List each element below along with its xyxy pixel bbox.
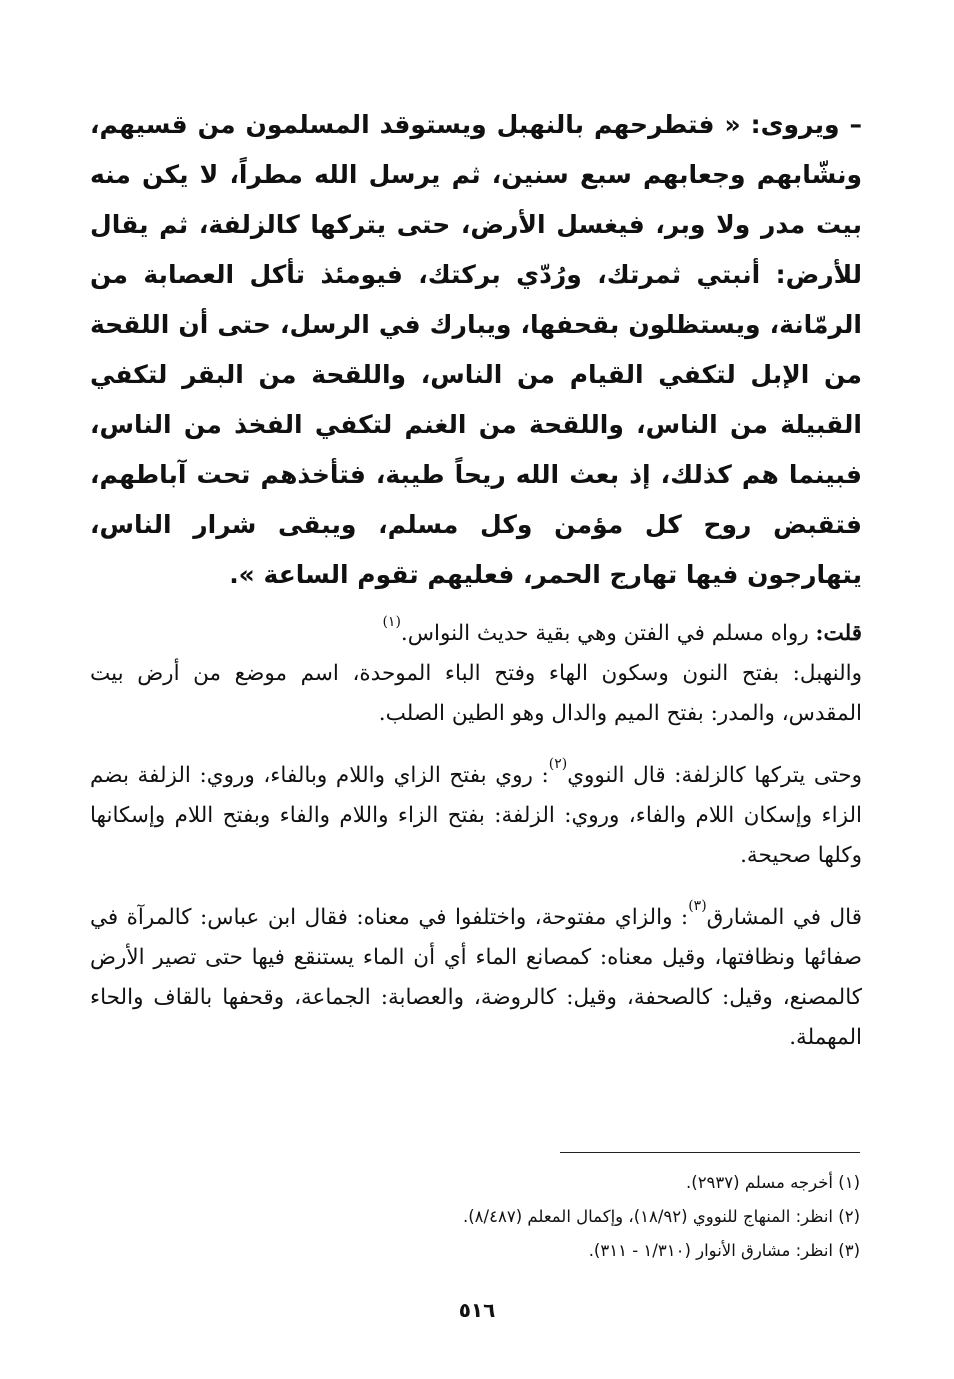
page-number: ٥١٦ — [458, 1298, 496, 1322]
nahbal-paragraph: والنهبل: بفتح النون وسكون الهاء وفتح الباء الموحدة، اسم موضع من أرض بيت المقدس، والمدر: بفتح الميم والدال وهو الطين الصلب. — [90, 661, 862, 726]
mashariq-text-start: قال في المشارق — [706, 905, 862, 930]
zulfa-paragraph — [90, 756, 862, 876]
footnote-3: (٣) انظر: مشارق الأنوار (١/٣١٠ - ٣١١). — [588, 1241, 860, 1260]
mashariq-paragraph — [90, 898, 862, 1058]
zulfa-text-start: وحتى يتركها كالزلفة: قال النووي — [567, 763, 862, 788]
footnotes — [100, 1166, 860, 1268]
footnote-ref-2: (٢) — [548, 756, 568, 772]
footnote-separator — [560, 1152, 860, 1153]
hadith-paragraph: – ويروى: « فتطرحهم بالنهبل ويستوقد المسلمون من قسيهم، ونشّابهم وجعابهم سبع سنين، ثم يرسل الله مطراً، لا يكن منه بيت مدر ولا وبر، فيغسل الأرض، حتى يتركها كالزلفة، ثم يقال للأرض: أنبتي ثمرتك، ورُدّي بركتك، فيومئذ تأكل العصابة من الرمّانة، ويستظلون بقحفها، ويبارك في الرسل، حتى أن اللقحة من الإبل لتكفي القيام من الناس، واللقحة من البقر لتكفي القبيلة من الناس، واللقحة من الغنم لتكفي الفخذ من الناس، فبينما هم كذلك، إذ بعث الله ريحاً طيبة، فتأخذهم تحت آباطهم، فتقبض روح كل مؤمن وكل مسلم، ويبقى شرار الناس، يتهارجون فيها تهارج الحمر، فعليهم تقوم الساعة ». — [90, 110, 862, 589]
page-body — [90, 100, 862, 1058]
footnote-1: (١) أخرجه مسلم (٢٩٣٧). — [686, 1173, 860, 1192]
qult-paragraph — [90, 614, 862, 654]
footnote-2: (٢) انظر: المنهاج للنووي (١٨/٩٢)، وإكمال المعلم (٨/٤٨٧). — [462, 1207, 860, 1226]
zulfa-text-end: : روي بفتح الزاي واللام وبالفاء، وروي: الزلفة بضم الزاء وإسكان اللام والفاء، وروي: الزلفة: بفتح الزاء واللام والفاء وبفتح اللام وإسكانها وكلها صحيحة. — [90, 763, 862, 868]
qult-text: رواه مسلم في الفتن وهي بقية حديث النواس. — [400, 621, 816, 646]
mashariq-text-end: : والزاي مفتوحة، واختلفوا في معناه: فقال ابن عباس: كالمرآة في صفائها ونظافتها، وقيل معناه: كمصانع الماء أي أن الماء يستنقع فيها حتى تصير الأرض كالمصنع، وقيل: كالصحفة، وقيل: كالروضة، والعصابة: الجماعة، وقحفها بالقاف والحاء المهملة. — [90, 905, 862, 1050]
footnote-ref-1: (١) — [382, 614, 401, 630]
qult-label: قلت: — [815, 621, 862, 646]
footnote-ref-3: (٣) — [688, 898, 707, 914]
